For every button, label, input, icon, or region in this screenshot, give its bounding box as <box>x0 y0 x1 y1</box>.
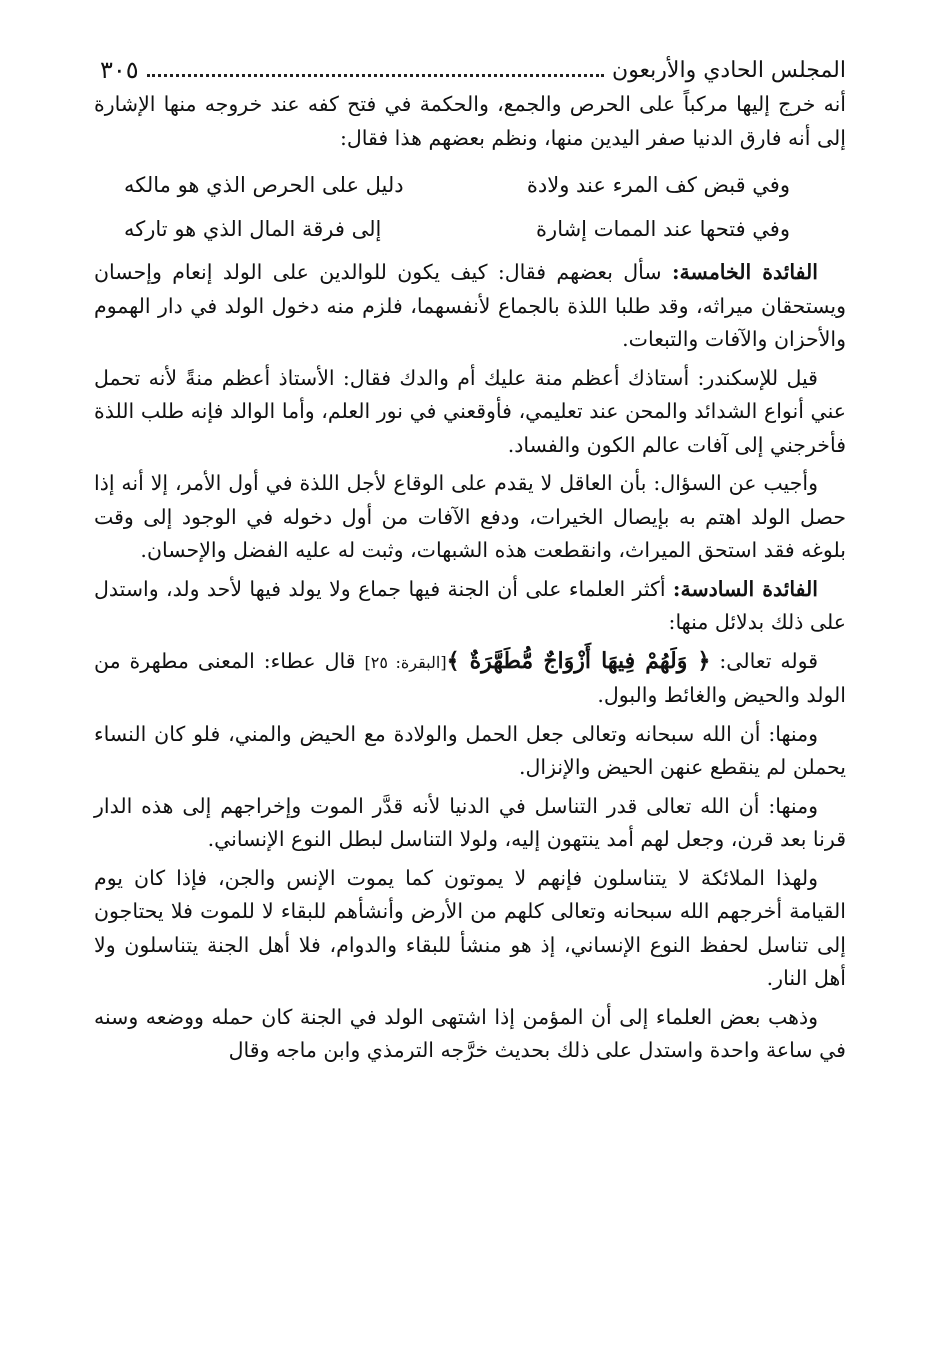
page-number: ٣٠٥ <box>100 56 139 84</box>
poem-line-2-first-hemistich: وفي فتحها عند الممات إشارة <box>536 217 790 241</box>
verse-intro: قوله تعالى: <box>710 648 819 673</box>
poem-line-1-second-hemistich: دليل على الحرص الذي هو مالكه <box>124 173 404 197</box>
paragraph-scholars-view: وذهب بعض العلماء إلى أن المؤمن إذا اشتهى الولد في الجنة كان حمله ووضعه وسنه في ساعة واحدة واستدل على ذلك بحديث خرَّجه الترمذي وابن ماجه وقال <box>94 1004 846 1062</box>
poem-line-1-first-hemistich: وفي قبض كف المرء عند ولادة <box>526 173 790 197</box>
paragraph-alexander: قيل للإسكندر: أستاذك أعظم منة عليك أم والدك فقال: الأستاذ أعظم منةً لأنه تحمل عني أنواع الشدائد والمحن عند تعليمي، فأوقعني في نور العلم، وأما الوالد فإنه طلب اللذة فأخرجني إلى آفات عالم الكون والفساد. <box>94 365 846 457</box>
sixth-benefit-text: أكثر العلماء على أن الجنة فيها جماع ولا يولد فيها لأحد ولد، واستدل على ذلك بدلائل منها: <box>94 576 846 634</box>
fifth-benefit-label: الفائدة الخامسة: <box>671 260 818 284</box>
page-body <box>94 88 846 1068</box>
paragraph-angels: ولهذا الملائكة لا يتناسلون فإنهم لا يموتون كما يموت الإنس والجن، فإذا كان يوم القيامة أخرجهم الله سبحانه وتعالى كلهم من الأرض وأنشأهم للبقاء لا للموت فلا يحتاجون إلى تناسل لحفظ النوع الإنساني، إذ هو منشأ للبقاء والدوام، فلا أهل الجنة يتناسلون ولا أهل النار. <box>94 865 846 990</box>
paragraph-1: أنه خرج إليها مركباً على الحرص والجمع، والحكمة في فتح كفه عند خروجه منها الإشارة إلى أنه فارق الدنيا صفر اليدين منها، ونظم بعضهم هذا فقال: <box>94 92 846 150</box>
quran-quote: ﴿ وَلَهُمْ فِيهَا أَزْوَاجٌ مُّطَهَّرَةٌ ﴾ <box>446 647 711 674</box>
paragraph-answer: وأجيب عن السؤال: بأن العاقل لا يقدم على الوقاع لأجل اللذة في أول الأمر، إلا أنه إذا حصل الولد اهتم به بإيصال الخيرات، ودفع الآفات من أول دخوله في الوجود إلى وقت بلوغه فقد استحق الميراث، وانقطعت هذه الشبهات، وثبت له عليه الفضل والإحسان. <box>94 471 846 562</box>
paragraph-sixth-benefit <box>94 573 846 640</box>
page-header <box>100 50 846 90</box>
verse-commentary: قال عطاء: المعنى مطهرة من الولد والحيض والغائط والبول. <box>94 648 846 707</box>
paragraph-fifth-benefit <box>94 256 846 357</box>
paragraph-evidence-2: ومنها: أن الله تعالى قدر التناسل في الدنيا لأنه قدَّر الموت وإخراجهم إلى هذه الدار قرنا بعد قرن، وجعل لهم أمد ينتهون إليه، ولولا التناسل لبطل النوع الإنساني. <box>94 793 846 851</box>
paragraph-evidence-1: ومنها: أن الله سبحانه وتعالى جعل الحمل والولادة مع الحيض والمني، فلو كان النساء يحملن لم ينقطع عنهن الحيض والإنزال. <box>94 721 846 779</box>
chapter-title: المجلس الحادي والأربعون <box>612 57 846 83</box>
header-dotted-leader <box>147 74 604 77</box>
poem-line-1 <box>94 163 846 207</box>
sixth-benefit-label: الفائدة السادسة: <box>672 576 818 601</box>
quran-reference: [البقرة: ٢٥] <box>364 652 447 672</box>
paragraph-quran-verse <box>94 645 846 713</box>
poem-line-2-second-hemistich: إلى فرقة المال الذي هو تاركه <box>124 217 382 241</box>
fifth-benefit-text: سأل بعضهم فقال: كيف يكون للوالدين على الولد إنعام وإحسان ويستحقان ميراثه، وقد طلبا اللذة بالجماع لأنفسهما، فلزم منه دخول الولد في دار الهموم والأحزان والآفات والتبعات. <box>94 260 846 351</box>
poem-line-2 <box>94 207 846 251</box>
